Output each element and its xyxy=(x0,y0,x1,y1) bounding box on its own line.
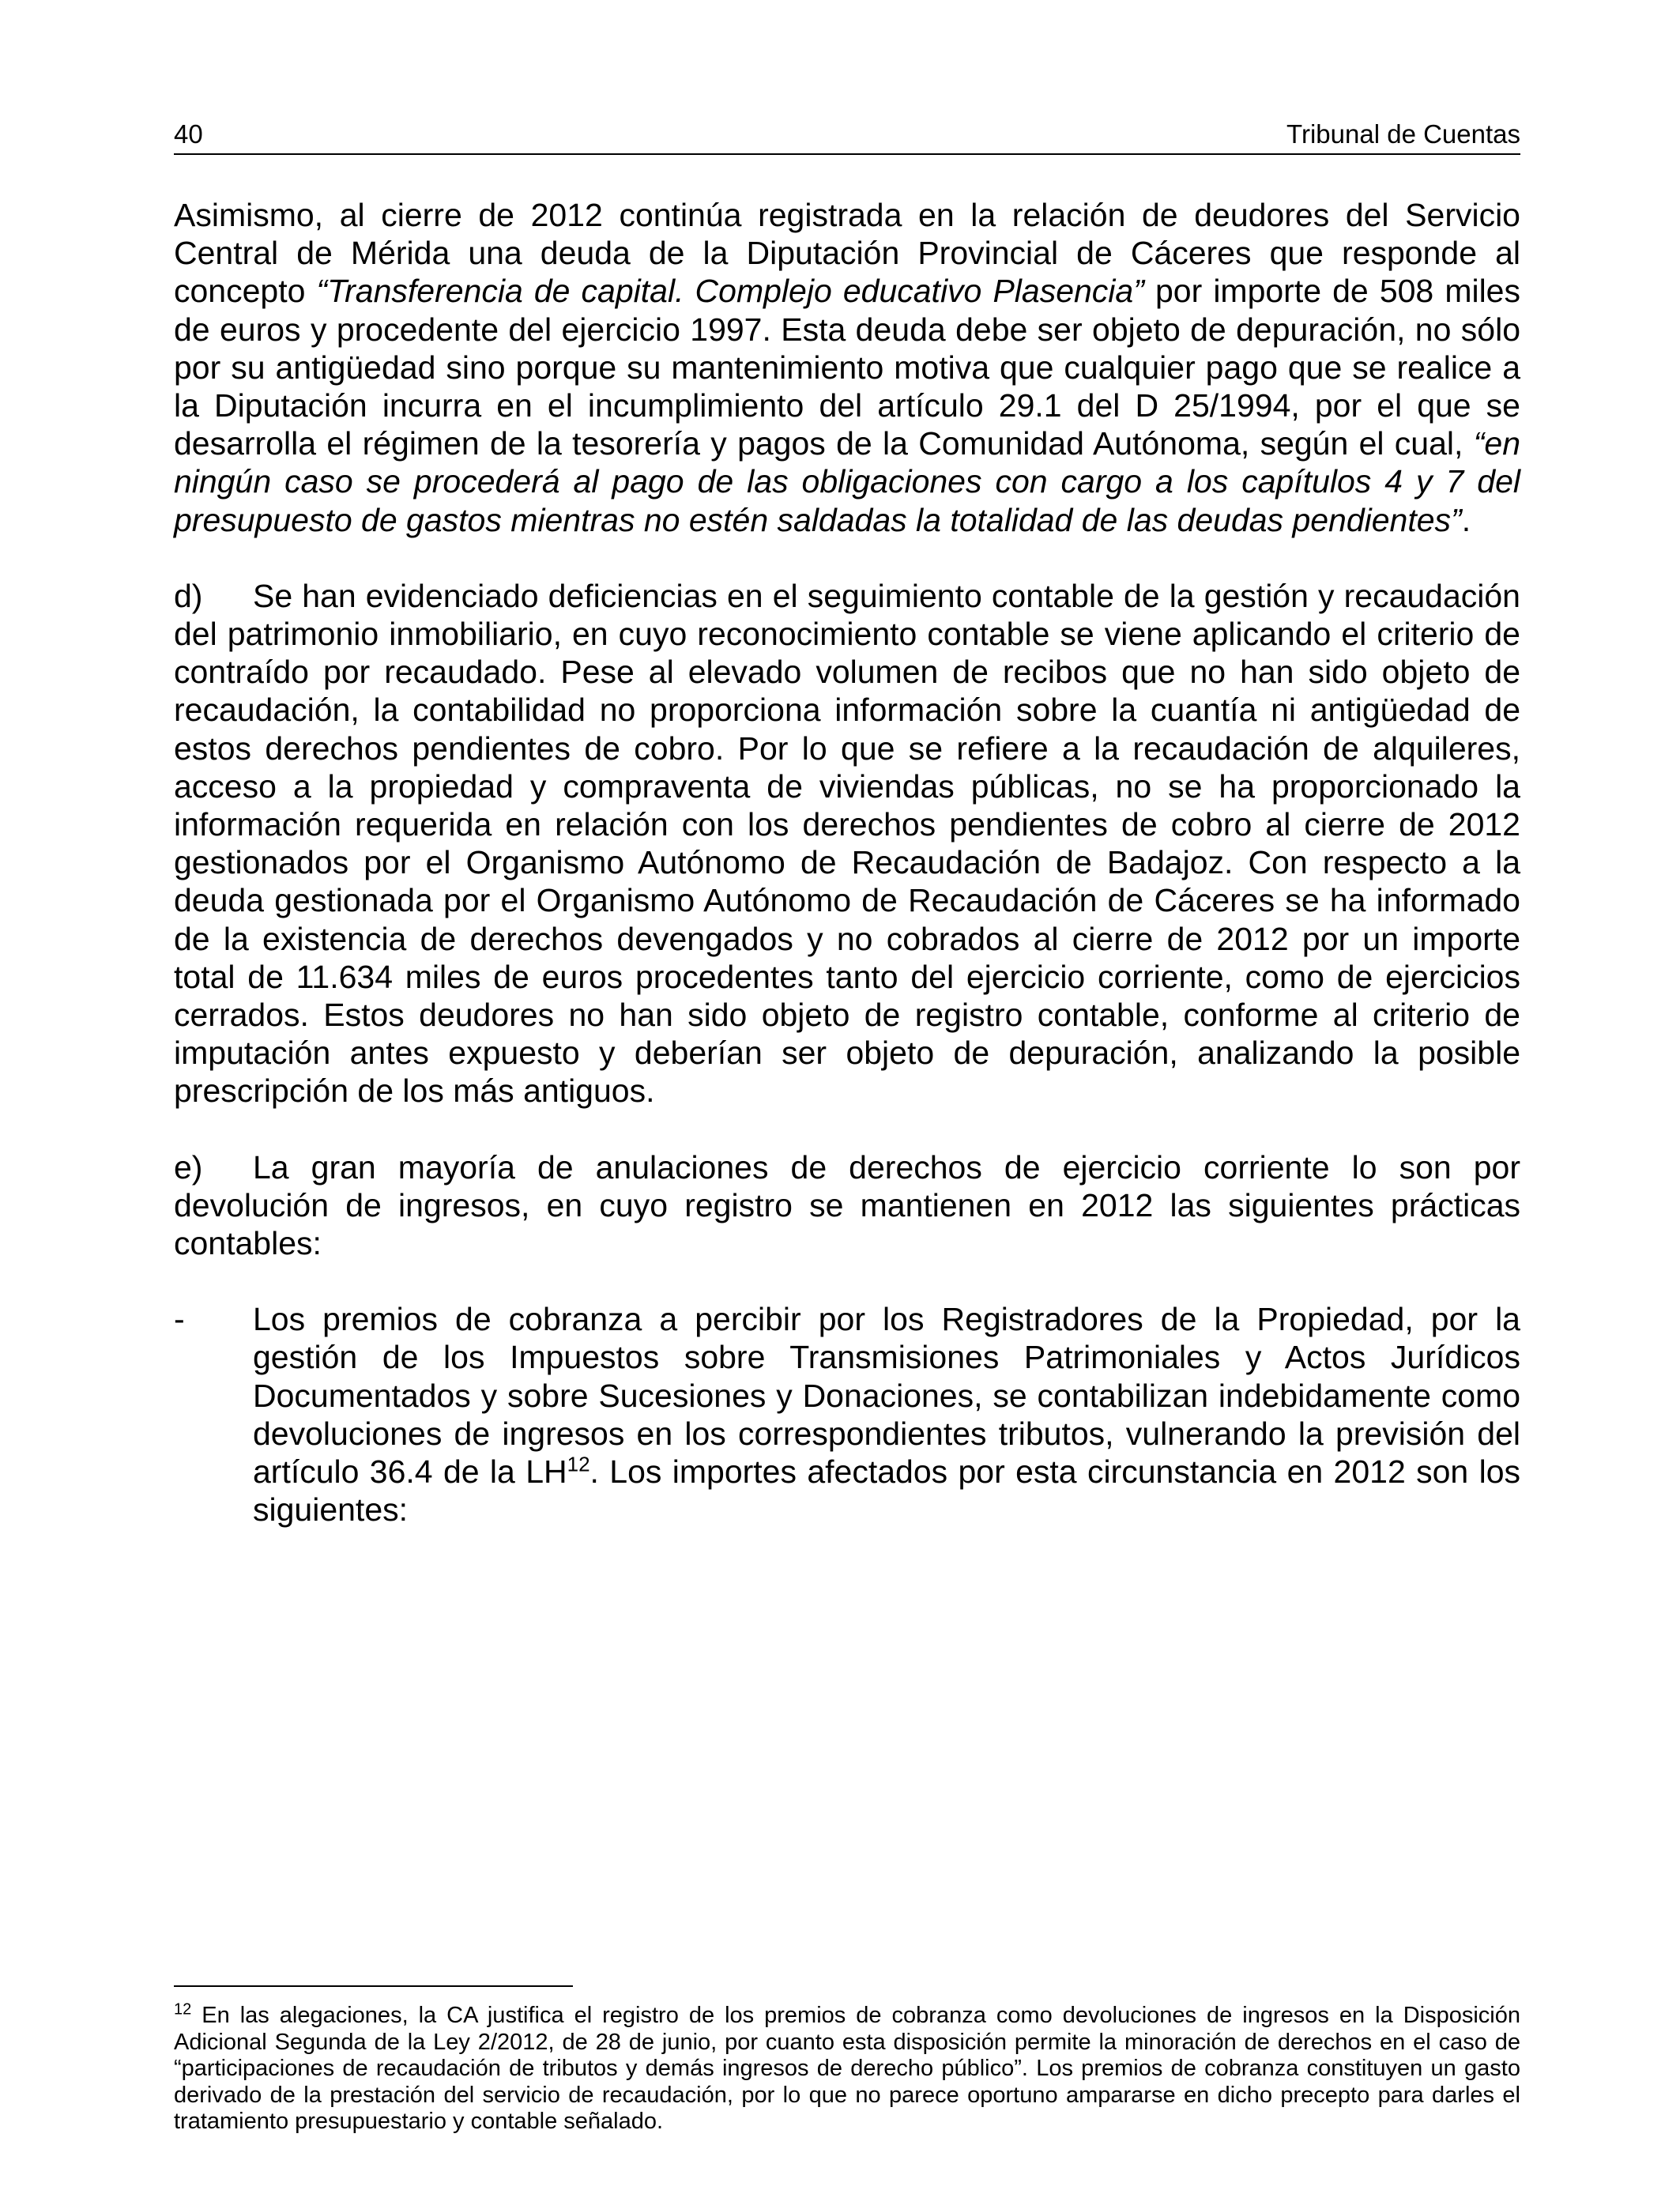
document-body xyxy=(174,196,1520,1529)
page-header xyxy=(174,119,1520,155)
paragraph-text: La gran mayoría de anulaciones de derechos de ejercicio corriente lo son por devolución de ingresos, en cuyo registro se mantienen en 2012 las siguientes prácticas contables: xyxy=(174,1148,1520,1262)
text-run: . xyxy=(1461,501,1471,538)
header-title: Tribunal de Cuentas xyxy=(1286,119,1520,149)
paragraph-d xyxy=(174,577,1520,1110)
footnote-reference: 12 xyxy=(567,1452,590,1476)
bullet-text: Los premios de cobranza a percibir por los Registradores de la Propiedad, por la gestión de los Impuestos sobre Transmisiones Patrimoniales y Actos Jurídicos Documentados y sobre Sucesiones y Donaciones, se contabilizan indebidamente como devoluciones de ingresos en los correspondientes tributos, vulnerando la previsión del artículo 36.4 de la LH xyxy=(253,1301,1520,1491)
text-run: Asimismo, al cierre de 2012 continúa registrada en la relación de deudores del Servicio Central de Mérida una deuda de la Diputación Provincial de Cáceres que responde al concepto xyxy=(174,197,1520,310)
footnote-separator xyxy=(174,1985,573,1987)
footnote-text: En las alegaciones, la CA justifica el registro de los premios de cobranza como devoluciones de ingresos en la Disposición Adicional Segunda de la Ley 2/2012, de 28 de junio, por cuanto esta disposición permite la minoración de derechos en el caso de “participaciones de recaudación de tributos y demás ingresos de derecho público”. Los premios de cobranza constituyen un gasto derivado de la prestación del servicio de recaudación, por lo que no parece oportuno ampararse en dicho precepto para darles el tratamiento presupuestario y contable señalado. xyxy=(174,2003,1520,2134)
bullet-text: . Los importes afectados por esta circunstancia en 2012 son los siguientes: xyxy=(253,1453,1520,1529)
footnote xyxy=(174,2000,1520,2136)
paragraph-text: Se han evidenciado deficiencias en el seguimiento contable de la gestión y recaudación del patrimonio inmobiliario, en cuyo reconocimiento contable se viene aplicando el criterio de contraído por recaudado. Pese al elevado volumen de recibos que no han sido objeto de recaudación, la contabilidad no proporciona información sobre la cuantía ni antigüedad de estos derechos pendientes de cobro. Por lo que se refiere a la recaudación de alquileres, acceso a la propiedad y compraventa de viviendas públicas, no se ha proporcionado la información requerida en relación con los derechos pendientes de cobro al cierre de 2012 gestionados por el Organismo Autónomo de Recaudación de Badajoz. Con respecto a la deuda gestionada por el Organismo Autónomo de Recaudación de Cáceres se ha informado de la existencia de derechos devengados y no cobrados al cierre de 2012 por un importe total de 11.634 miles de euros procedentes tanto del ejercicio corriente, como de ejercicios cerrados. Estos deudores no han sido objeto de registro contable, conforme al criterio de imputación antes expuesto y deberían ser objeto de depuración, analizando la posible prescripción de los más antiguos. xyxy=(174,577,1520,1110)
bullet-item xyxy=(174,1300,1520,1529)
bullet-dash: - xyxy=(174,1301,185,1338)
paragraph-deuda-diputacion xyxy=(174,196,1520,539)
paragraph-label: d) xyxy=(174,577,203,614)
text-run: por importe de 508 miles de euros y procedente del ejercicio 1997. Esta deuda debe ser objeto de depuración, no sólo por su antigüedad sino porque su mantenimiento motiva que cualquier pago que se realice a la Diputación incurra en el incumplimiento del artículo 29.1 del D 25/1994, por el que se desarrolla el régimen de la tesorería y pagos de la Comunidad Autónoma, según el cual, xyxy=(174,273,1520,462)
paragraph-label: e) xyxy=(174,1148,203,1186)
italic-quote: “en ningún caso se procederá al pago de las obligaciones con cargo a los capítulos 4 y 7 del presupuesto de gastos mientras no estén saldadas la totalidad de las deudas pendientes” xyxy=(174,425,1520,538)
footnote-number: 12 xyxy=(174,2000,192,2019)
italic-quote: “Transferencia de capital. Complejo educativo Plasencia” xyxy=(316,273,1144,310)
page-number: 40 xyxy=(174,119,203,149)
paragraph-e xyxy=(174,1148,1520,1263)
